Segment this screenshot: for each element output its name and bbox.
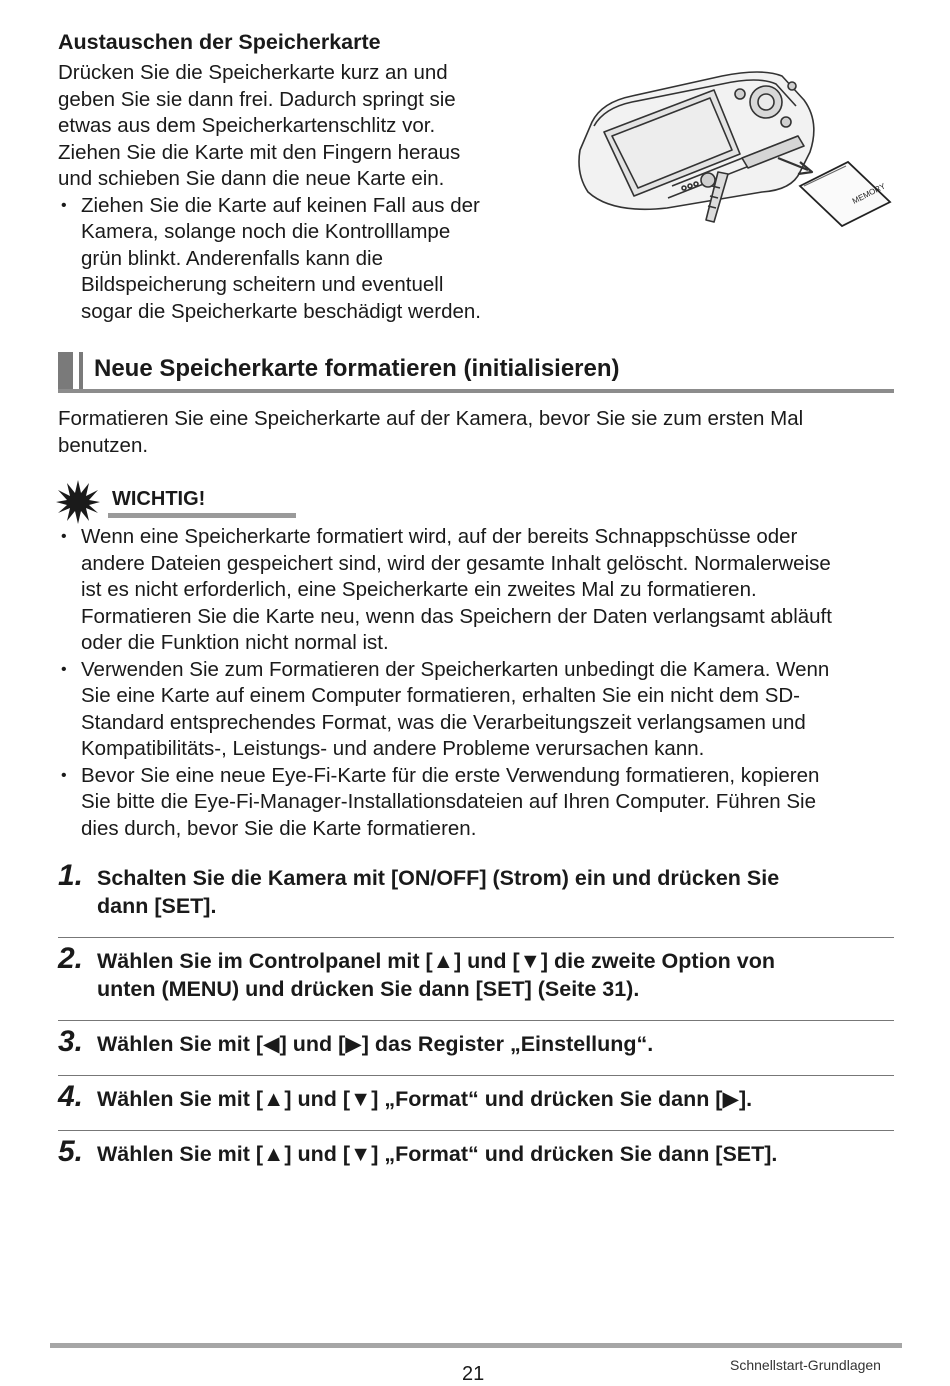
text-line: • Bevor Sie eine neue Eye-Fi-Karte für die erste Verwendung formatieren, kopieren [81,763,820,787]
camera-memory-card-illustration [572,62,898,234]
text-line: Standard entsprechendes Format, was die Verarbeitungszeit verlangsamen und [81,710,806,734]
text-line: Bildspeicherung scheitern und eventuell [81,273,444,296]
section-underline [58,389,894,393]
section-marker-block [58,352,73,390]
step-divider [58,1020,894,1021]
text-line: Kamera, solange noch die Kontrolllampe [81,220,451,243]
footer-section-name: Schnellstart-Grundlagen [730,1357,881,1373]
text-line: andere Dateien gespeichert sind, wird der gesamte Inhalt gelöscht. Normalerweise [81,551,831,575]
text-line: Formatieren Sie eine Speicherkarte auf der Kamera, bevor Sie sie zum ersten Mal [58,407,804,430]
text-line: etwas aus dem Speicherkartenschlitz vor. [58,114,436,137]
step-number: 1. [58,859,84,892]
section-marker-stripe [79,352,83,390]
important-underline [108,513,296,518]
step-instruction [97,864,887,920]
step-divider [58,1130,894,1131]
footer-rule [50,1343,902,1348]
important-label: WICHTIG! [112,488,206,510]
text-line: Wählen Sie im Controlpanel mit [▲] und [▼] die zweite Option von [97,949,776,973]
text-line: Sie bitte die Eye-Fi-Manager-Installationsdateien auf Ihren Computer. Führen Sie [81,790,816,813]
step-number: 2. [58,942,84,975]
text-line: • Wenn eine Speicherkarte formatiert wird, auf der bereits Schnappschüsse oder [81,525,798,548]
subsection-heading: Austauschen der Speicherkarte [58,30,381,54]
important-notice-header [56,480,246,524]
starburst-warning-icon [56,480,100,524]
text-line: und schieben Sie dann die neue Karte ein. [58,167,445,190]
text-line: • Ziehen Sie die Karte auf keinen Fall aus der [81,193,480,217]
text-line: Schalten Sie die Kamera mit [ON/OFF] (Strom) ein und drücken Sie [97,866,780,890]
step-number: 4. [58,1080,84,1113]
step-number: 3. [58,1025,84,1058]
list-item [58,524,900,657]
text-line: Drücken Sie die Speicherkarte kurz an und [58,61,448,84]
text-line: ist es nicht erforderlich, eine Speicherkarte ein zweites Mal zu formatieren. [81,578,757,601]
text-line: dann [SET]. [97,894,217,918]
section-title: Neue Speicherkarte formatieren (initialisieren) [94,355,620,382]
step-instruction [97,1030,887,1058]
text-line: Ziehen Sie die Karte mit den Fingern heraus [58,140,461,164]
intro-paragraph [58,406,898,459]
text-line: benutzen. [58,433,149,457]
step-instruction [97,1085,887,1113]
text-line: Sie eine Karte auf einem Computer formatieren, erhalten Sie ein nicht dem SD- [81,684,801,707]
page-number: 21 [462,1363,485,1385]
text-line: unten (MENU) und drücken Sie dann [SET] (Seite 31). [97,977,640,1001]
text-line: dies durch, bevor Sie die Karte formatieren. [81,816,477,840]
step-divider [58,937,894,938]
step-divider [58,1075,894,1076]
text-line: oder die Funktion nicht normal ist. [81,631,389,654]
text-line: geben Sie sie dann frei. Dadurch springt sie [58,87,456,111]
warning-bullet [58,193,528,326]
list-item [58,763,900,843]
text-line: Wählen Sie mit [▲] und [▼] „Format“ und drücken Sie dann [SET]. [97,1142,778,1166]
text-line: • Verwenden Sie zum Formatieren der Speicherkarten unbedingt die Kamera. Wenn [81,657,830,681]
list-item [58,657,900,763]
text-line: Wählen Sie mit [▲] und [▼] „Format“ und drücken Sie dann [▶]. [97,1087,753,1111]
text-line: sogar die Speicherkarte beschädigt werden. [81,299,481,323]
memory-card-label: MEMORY [850,181,887,206]
card-replace-paragraph [58,60,528,325]
step-instruction [97,1140,887,1168]
step-instruction [97,947,887,1003]
text-line: grün blinkt. Anderenfalls kann die [81,246,384,270]
step-number: 5. [58,1135,84,1168]
text-line: Wählen Sie mit [◀] und [▶] das Register „Einstellung“. [97,1032,654,1056]
important-list [58,524,900,842]
section-header [58,352,894,392]
text-line: Formatieren Sie die Karte neu, wenn das Speichern der Daten verlangsamt abläuft [81,604,832,628]
text-line: Kompatibilitäts-, Leistungs- und andere Probleme verursachen kann. [81,737,705,760]
